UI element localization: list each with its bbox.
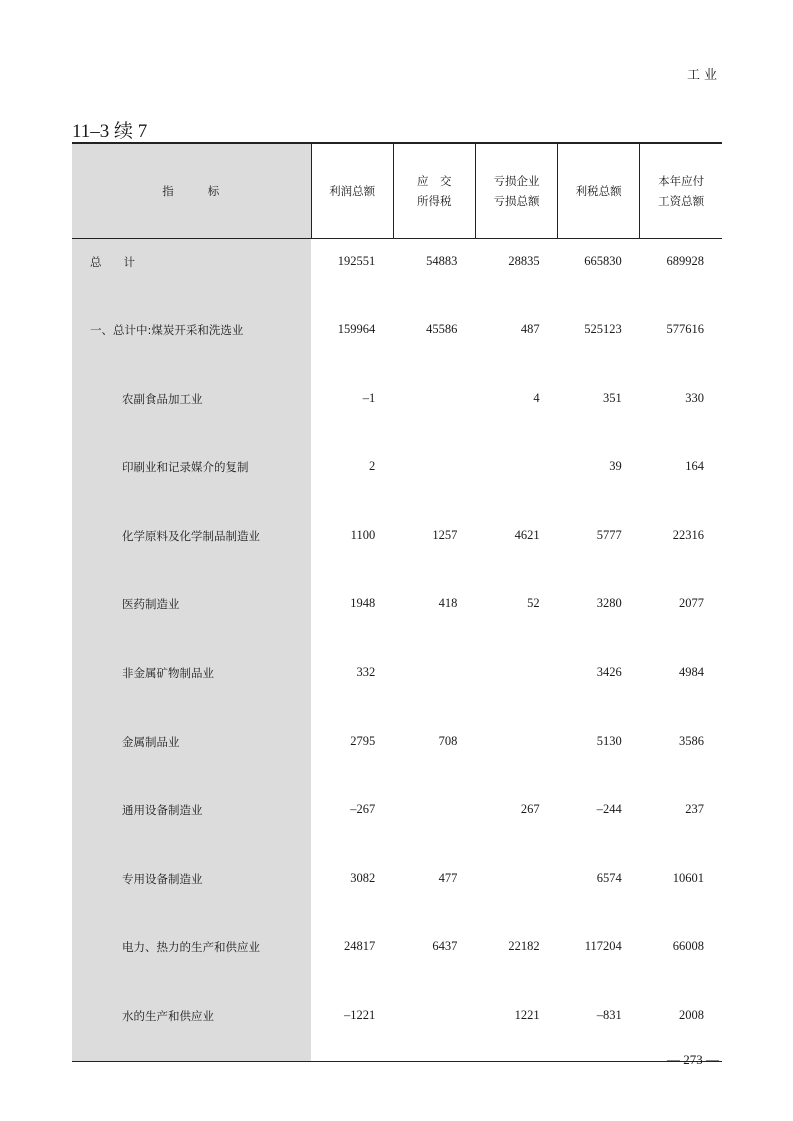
- statistics-table-container: [72, 142, 722, 1062]
- cell-value: 1100: [350, 527, 376, 542]
- row-label: 通用设备制造业: [72, 787, 311, 856]
- cell-value: [475, 444, 557, 513]
- table-row: [72, 239, 722, 308]
- cell-value: 22316: [672, 527, 704, 542]
- table-row: [72, 856, 722, 925]
- cell-value: 689928: [666, 254, 704, 268]
- row-label: 金属制品业: [72, 719, 311, 788]
- cell-value: 267: [520, 802, 540, 817]
- table-row: [72, 993, 722, 1062]
- row-label: 非金属矿物制品业: [72, 650, 311, 719]
- statistics-table: [72, 142, 722, 1062]
- table-row: [72, 376, 722, 445]
- table-row: [72, 513, 722, 582]
- header-wages-line2: 工资总额: [658, 194, 705, 208]
- cell-value: [393, 993, 475, 1062]
- row-label: 化学原料及化学制品制造业: [72, 513, 311, 582]
- table-row: [72, 719, 722, 788]
- table-row: [72, 307, 722, 376]
- cell-value: 2077: [679, 596, 704, 611]
- header-indicator: 指标: [72, 143, 311, 239]
- cell-value: 5130: [596, 733, 622, 748]
- row-label: 专用设备制造业: [72, 856, 311, 925]
- cell-value: 45586: [426, 322, 458, 337]
- row-label: 电力、热力的生产和供应业: [72, 924, 311, 993]
- cell-value: 66008: [672, 939, 704, 954]
- page-number: — 273 —: [667, 1052, 719, 1067]
- cell-value: 1257: [432, 527, 458, 542]
- cell-value: 2008: [640, 993, 722, 1062]
- table-row: [72, 444, 722, 513]
- cell-value: 3426: [596, 665, 622, 680]
- cell-value: [393, 650, 475, 719]
- cell-value: 10601: [672, 870, 704, 885]
- header-income-tax: [393, 143, 475, 239]
- cell-value: 3586: [679, 733, 704, 748]
- cell-value: 418: [438, 596, 458, 611]
- cell-value: 577616: [666, 322, 704, 337]
- cell-value: 3280: [596, 596, 622, 611]
- header-wages: [640, 143, 722, 239]
- cell-value: 6437: [432, 939, 458, 954]
- cell-value: 28835: [508, 254, 540, 268]
- cell-value: –244: [596, 802, 622, 817]
- cell-value: 54883: [426, 254, 458, 268]
- table-row: [72, 581, 722, 650]
- cell-value: 4: [533, 390, 540, 405]
- header-profit-tax: 利税总额: [558, 143, 640, 239]
- header-total-profit: 利润总额: [311, 143, 393, 239]
- cell-value: 332: [356, 665, 376, 680]
- cell-value: 237: [685, 802, 704, 817]
- header-loss-line2: 亏损总额: [493, 194, 540, 208]
- header-wages-line1: 本年应付: [658, 174, 705, 188]
- cell-value: [393, 787, 475, 856]
- cell-value: 39: [609, 459, 622, 474]
- cell-value: [393, 376, 475, 445]
- cell-value: 159964: [337, 322, 376, 337]
- cell-value: 1948: [350, 596, 376, 611]
- row-label: 医药制造业: [72, 581, 311, 650]
- header-loss: [475, 143, 557, 239]
- section-label: 工业: [686, 68, 721, 83]
- row-label: 水的生产和供应业: [72, 993, 311, 1062]
- cell-value: 525123: [584, 322, 622, 337]
- cell-value: 3082: [350, 870, 376, 885]
- cell-value: –1: [362, 390, 376, 405]
- cell-value: 192551: [337, 254, 376, 268]
- cell-value: [475, 856, 557, 925]
- cell-value: –831: [558, 993, 640, 1062]
- cell-value: –1221: [311, 993, 393, 1062]
- table-body: [72, 239, 722, 1062]
- cell-value: [475, 719, 557, 788]
- cell-value: –267: [350, 802, 376, 817]
- cell-value: 708: [438, 733, 458, 748]
- cell-value: 4984: [679, 665, 704, 680]
- cell-value: 351: [603, 390, 622, 405]
- table-row: [72, 650, 722, 719]
- row-label: 印刷业和记录媒介的复制: [72, 444, 311, 513]
- cell-value: 2: [368, 459, 376, 474]
- row-label: 农副食品加工业: [72, 376, 311, 445]
- cell-value: 6574: [596, 870, 622, 885]
- header-income-tax-line1: 应 交: [417, 174, 452, 188]
- table-row: [72, 787, 722, 856]
- table-row: [72, 924, 722, 993]
- cell-value: [393, 444, 475, 513]
- cell-value: 4621: [514, 527, 540, 542]
- table-title: 11–3 续 7: [72, 121, 148, 142]
- cell-value: 52: [527, 596, 540, 611]
- cell-value: 1221: [475, 993, 557, 1062]
- row-label: 总计: [72, 239, 311, 308]
- cell-value: 487: [520, 322, 540, 337]
- row-label: 一、总计中:煤炭开采和洗选业: [72, 307, 311, 376]
- cell-value: 164: [685, 459, 704, 474]
- cell-value: 24817: [343, 939, 376, 954]
- cell-value: 330: [685, 390, 704, 405]
- cell-value: 5777: [596, 527, 622, 542]
- cell-value: 477: [438, 870, 458, 885]
- header-loss-line1: 亏损企业: [493, 174, 540, 188]
- cell-value: 117204: [584, 939, 622, 954]
- cell-value: 2795: [350, 733, 376, 748]
- table-header-row: [72, 143, 722, 239]
- cell-value: 665830: [584, 254, 622, 268]
- cell-value: [475, 650, 557, 719]
- cell-value: 22182: [508, 939, 540, 954]
- header-income-tax-line2: 所得税: [417, 194, 452, 208]
